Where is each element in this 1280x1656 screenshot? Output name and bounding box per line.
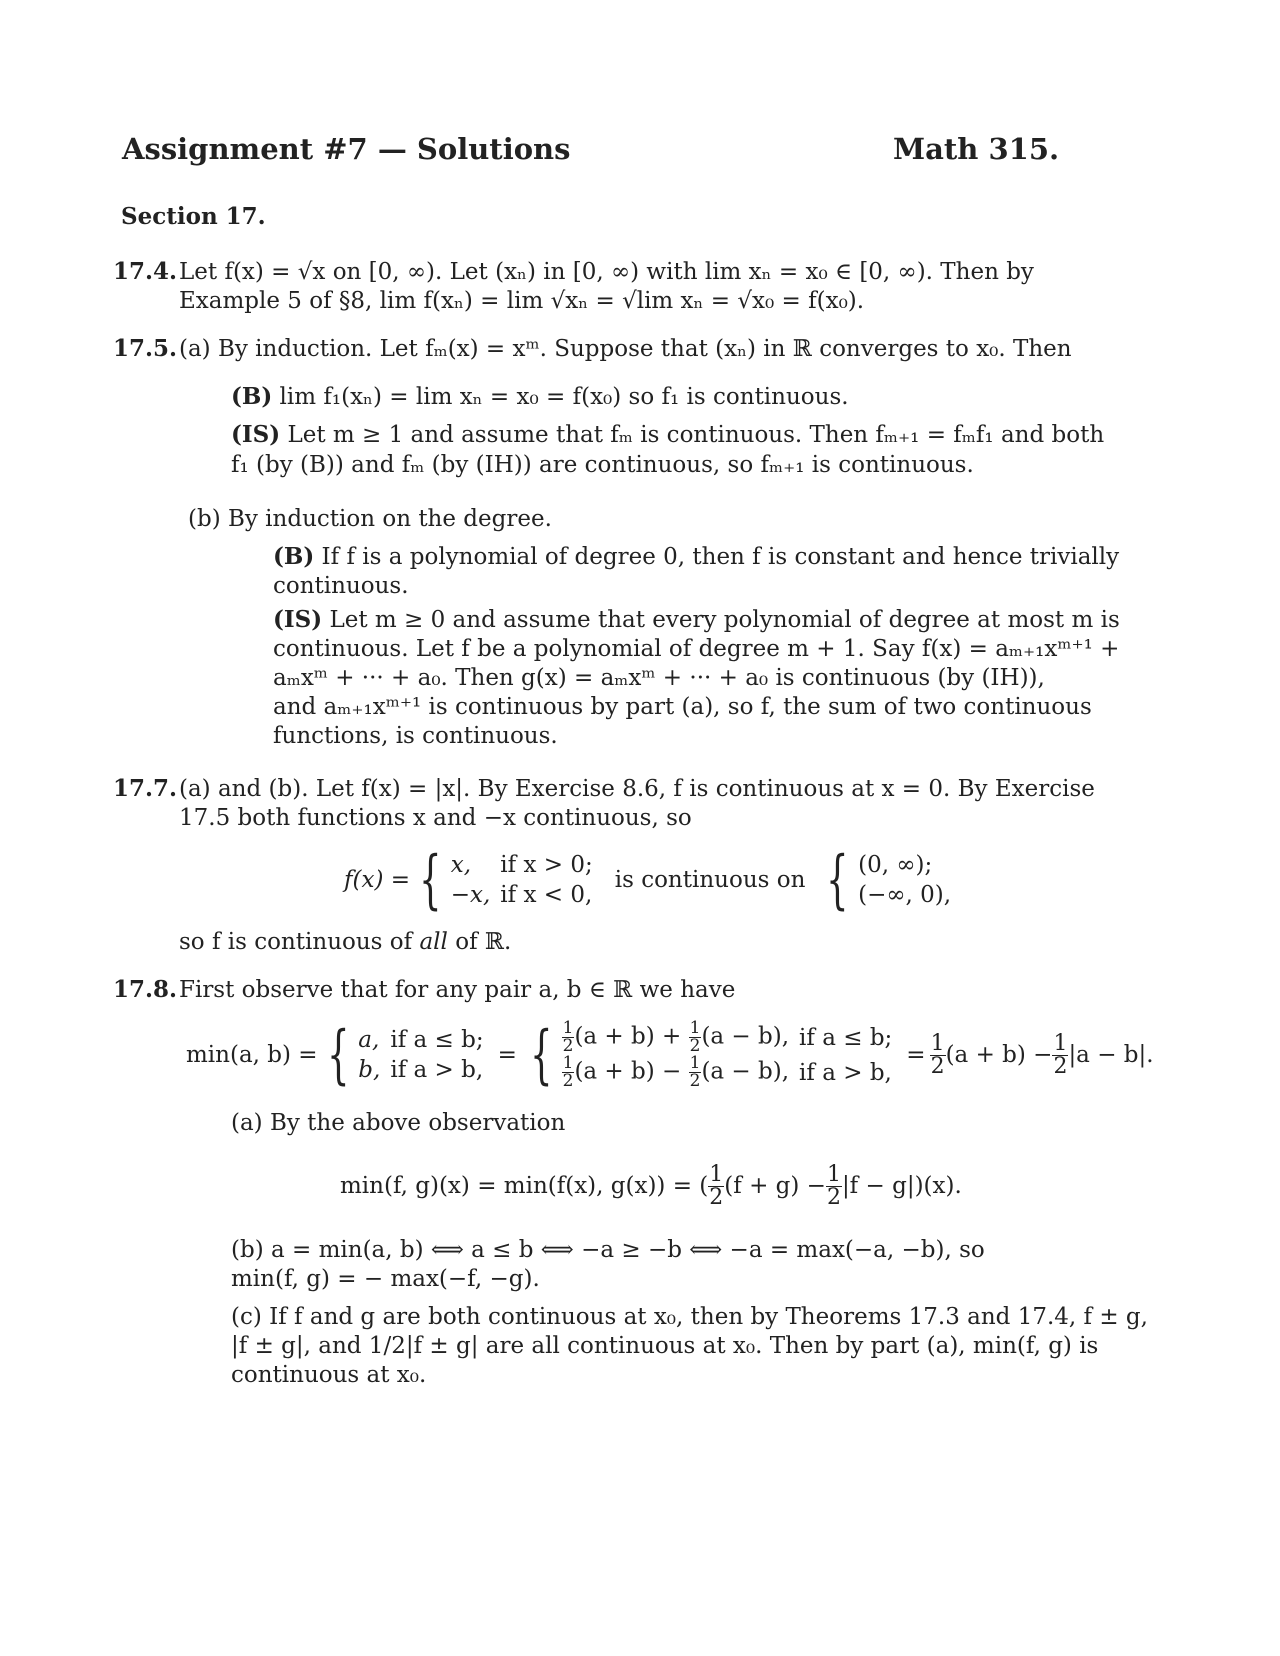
conclusion-text: of ℝ. — [447, 929, 512, 955]
fraction-half — [562, 1055, 575, 1090]
problem-17-7-conclusion — [179, 927, 511, 957]
problem-17-5-b-is-5: functions, is continuous. — [273, 723, 558, 749]
problem-17-7-line-2: 17.5 both functions x and −x continuous, so — [179, 805, 692, 831]
inductive-step-label: (IS) — [231, 421, 281, 448]
numerator: 1 — [562, 1053, 574, 1073]
abs-piecewise-equation — [344, 845, 961, 915]
equation-lhs: min(a, b) = — [186, 1042, 318, 1068]
inductive-step-text: Let m ≥ 1 and assume that fₘ is continuous. Then fₘ₊₁ = fₘf₁ and both — [287, 422, 1105, 448]
denominator: 2 — [930, 1053, 945, 1079]
min-fg-equation — [340, 1158, 962, 1214]
numerator: 1 — [709, 1161, 724, 1187]
case-expr: x, — [450, 852, 472, 878]
problem-17-5-b-intro: (b) By induction on the degree. — [188, 506, 552, 532]
case-cond: if a ≤ b; — [390, 1027, 484, 1053]
base-case-text: If f is a polynomial of degree 0, then f is constant and hence trivially — [321, 544, 1120, 570]
domain-interval: (0, ∞); — [858, 852, 933, 878]
problem-17-5-a-base — [231, 382, 849, 412]
problem-17-5-b-is-3: aₘxᵐ + ··· + a₀. Then g(x) = aₘxᵐ + ··· + a₀ is continuous (by (IH)), — [273, 665, 1045, 691]
problem-17-8-c-line-1: (c) If f and g are both continuous at x₀, then by Theorems 17.3 and 17.4, f ± g, — [231, 1304, 1148, 1330]
denominator: 2 — [826, 1184, 841, 1210]
fraction-half — [1052, 1030, 1068, 1079]
case-expr: b, — [358, 1057, 381, 1083]
expr-part: (a + b) − — [574, 1058, 689, 1085]
denominator: 2 — [709, 1184, 724, 1210]
numerator: 1 — [689, 1053, 701, 1073]
problem-17-8-a-intro: (a) By the above observation — [231, 1110, 566, 1136]
fraction-half — [708, 1161, 724, 1210]
problem-number-17-8: 17.8. — [113, 976, 178, 1003]
denominator: 2 — [1053, 1053, 1068, 1079]
case-expr — [562, 1020, 799, 1055]
base-case-label: (B) — [231, 383, 273, 410]
problem-17-5-a-is-1 — [231, 420, 1104, 450]
expr-part: min(f, g)(x) = min(f(x), g(x)) = ( — [340, 1173, 709, 1199]
section-heading: Section 17. — [121, 203, 266, 230]
min-identity-equation — [186, 1020, 1154, 1090]
problem-17-8-b-line-1: (b) a = min(a, b) ⟺ a ≤ b ⟺ −a ≥ −b ⟺ −a = max(−a, −b), so — [231, 1237, 985, 1263]
inductive-step-label: (IS) — [273, 606, 323, 633]
case-expr: −x, — [450, 882, 491, 908]
problem-number-17-7: 17.7. — [113, 775, 178, 802]
base-case-text: lim f₁(xₙ) = lim xₙ = x₀ = f(x₀) so f₁ is continuous. — [279, 384, 849, 410]
case-cond: if a > b, — [390, 1057, 484, 1083]
equals-sign: = — [906, 1042, 926, 1068]
equals-sign: = — [497, 1042, 517, 1068]
document-title: Assignment #7 — Solutions — [122, 132, 571, 166]
domain-interval: (−∞, 0), — [858, 882, 952, 908]
problem-17-8-b-line-2: min(f, g) = − max(−f, −g). — [231, 1266, 540, 1292]
domain-table — [858, 850, 961, 910]
conclusion-emphasis: all — [419, 929, 448, 955]
case-cond: if a > b, — [799, 1059, 892, 1086]
numerator: 1 — [689, 1018, 701, 1038]
case-cond: if x > 0; — [500, 852, 593, 878]
denominator: 2 — [689, 1071, 701, 1091]
cases-table — [562, 1020, 903, 1090]
equation-lhs: f(x) = — [344, 867, 411, 893]
expr-part: (a + b) + — [574, 1023, 689, 1050]
fraction-half — [930, 1030, 946, 1079]
left-brace: { — [419, 843, 442, 917]
case-cond: if x < 0, — [500, 882, 593, 908]
denominator: 2 — [689, 1036, 701, 1056]
numerator: 1 — [930, 1030, 945, 1056]
numerator: 1 — [1053, 1030, 1068, 1056]
equation-connector: is continuous on — [614, 867, 806, 893]
problem-17-8-c-line-2: |f ± g|, and 1/2|f ± g| are all continuous at x₀. Then by part (a), min(f, g) is — [231, 1333, 1099, 1359]
base-case-label: (B) — [273, 543, 315, 570]
case-cond: if a ≤ b; — [799, 1024, 893, 1051]
expr-part: (a + b) − — [945, 1042, 1053, 1068]
fraction-half — [689, 1055, 702, 1090]
problem-17-5-a-is-2: f₁ (by (B)) and fₘ (by (IH)) are continuous, so fₘ₊₁ is continuous. — [231, 452, 974, 478]
problem-17-8-c-line-3: continuous at x₀. — [231, 1362, 427, 1388]
conclusion-text: so f is continuous of — [179, 929, 420, 955]
cases-table — [358, 1025, 493, 1085]
expr-part: |f − g|)(x). — [841, 1173, 962, 1199]
denominator: 2 — [562, 1036, 574, 1056]
problem-number-17-5: 17.5. — [113, 335, 178, 362]
problem-17-4-line-1: Let f(x) = √x on [0, ∞). Let (xₙ) in [0, ∞) with lim xₙ = x₀ ∈ [0, ∞). Then by — [179, 259, 1034, 285]
expr-part: (f + g) − — [724, 1173, 826, 1199]
problem-17-5-b-base-2: continuous. — [273, 573, 409, 599]
expr-part: (a − b), — [701, 1058, 790, 1085]
fraction-half — [689, 1020, 702, 1055]
expr-part: |a − b|. — [1068, 1042, 1154, 1068]
case-expr — [562, 1055, 799, 1090]
expr-part: (a − b), — [701, 1023, 790, 1050]
numerator: 1 — [826, 1161, 841, 1187]
case-expr: a, — [358, 1027, 380, 1053]
problem-number-17-4: 17.4. — [113, 258, 178, 285]
numerator: 1 — [562, 1018, 574, 1038]
left-brace: { — [826, 843, 849, 917]
inductive-step-text: Let m ≥ 0 and assume that every polynomial of degree at most m is — [329, 607, 1120, 633]
left-brace: { — [530, 1018, 553, 1092]
fraction-half — [826, 1161, 842, 1210]
problem-17-5-b-is-4: and aₘ₊₁xᵐ⁺¹ is continuous by part (a), so f, the sum of two continuous — [273, 694, 1092, 720]
cases-table — [451, 850, 603, 910]
course-label: Math 315. — [893, 132, 1060, 166]
problem-17-5-b-is-2: continuous. Let f be a polynomial of degree m + 1. Say f(x) = aₘ₊₁xᵐ⁺¹ + — [273, 636, 1120, 662]
problem-17-4-line-2: Example 5 of §8, lim f(xₙ) = lim √xₙ = √lim xₙ = √x₀ = f(x₀). — [179, 288, 865, 314]
denominator: 2 — [562, 1071, 574, 1091]
problem-17-8-intro: First observe that for any pair a, b ∈ ℝ we have — [179, 977, 736, 1003]
problem-17-5-intro: (a) By induction. Let fₘ(x) = xᵐ. Suppose that (xₙ) in ℝ converges to x₀. Then — [179, 336, 1072, 362]
problem-17-5-b-is-1 — [273, 605, 1120, 635]
problem-17-5-b-base-1 — [273, 542, 1119, 572]
left-brace: { — [326, 1018, 350, 1092]
fraction-half — [562, 1020, 575, 1055]
problem-17-7-line-1: (a) and (b). Let f(x) = |x|. By Exercise 8.6, f is continuous at x = 0. By Exercise — [179, 776, 1095, 802]
